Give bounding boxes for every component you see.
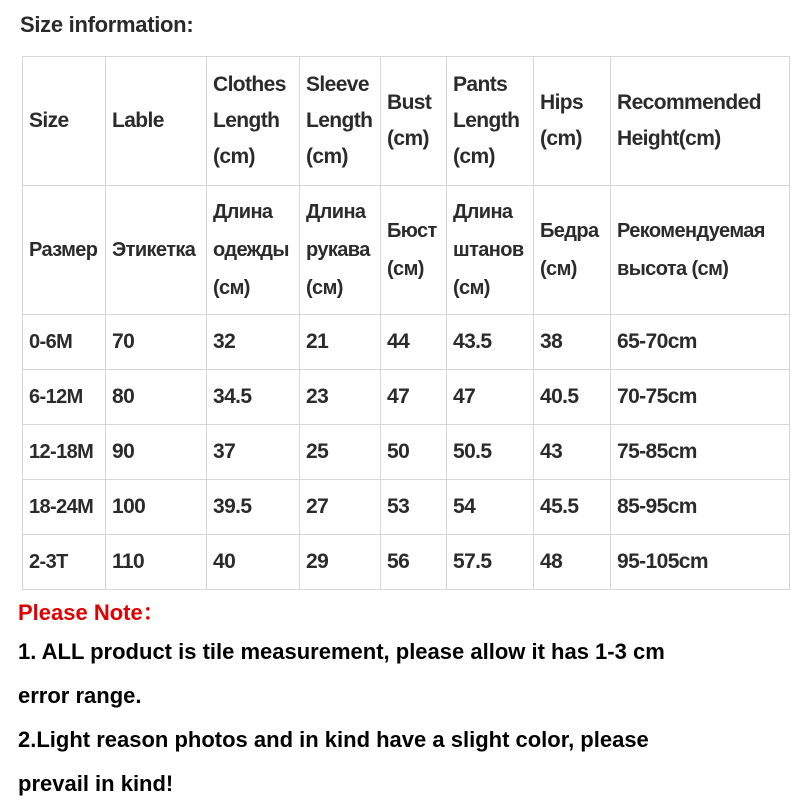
table-cell: 70-75cm (611, 370, 790, 425)
size-table (22, 56, 790, 590)
header-cell: Hips (cm) (534, 57, 611, 186)
header-cell: Размер (23, 186, 106, 315)
table-header-en (23, 57, 790, 186)
table-cell: 85-95cm (611, 480, 790, 535)
header-cell: Рекомендуемая высота (см) (611, 186, 790, 315)
note-line: 1. ALL product is tile measurement, please allow it has 1-3 cm (18, 639, 665, 664)
table-cell: 50 (381, 425, 447, 480)
table-cell: 43 (534, 425, 611, 480)
header-cell: Sleeve Length (cm) (300, 57, 381, 186)
table-cell: 50.5 (447, 425, 534, 480)
note-line: error range. (18, 683, 142, 708)
table-cell: 40.5 (534, 370, 611, 425)
table-cell: 0-6M (23, 315, 106, 370)
table-row (23, 425, 790, 480)
table-cell: 110 (106, 535, 207, 590)
note-line: prevail in kind! (18, 771, 174, 796)
table-cell: 80 (106, 370, 207, 425)
table-cell: 100 (106, 480, 207, 535)
header-cell: Бюст (см) (381, 186, 447, 315)
header-cell: Lable (106, 57, 207, 186)
table-cell: 65-70cm (611, 315, 790, 370)
table-cell: 21 (300, 315, 381, 370)
table-cell: 70 (106, 315, 207, 370)
table-cell: 18-24M (23, 480, 106, 535)
table-cell: 23 (300, 370, 381, 425)
table-cell: 25 (300, 425, 381, 480)
table-row (23, 535, 790, 590)
header-cell: Pants Length (cm) (447, 57, 534, 186)
table-row (23, 370, 790, 425)
table-cell: 75-85cm (611, 425, 790, 480)
table-cell: 37 (207, 425, 300, 480)
header-cell: Длина штанов (см) (447, 186, 534, 315)
header-cell: Бедра (см) (534, 186, 611, 315)
table-cell: 38 (534, 315, 611, 370)
table-cell: 56 (381, 535, 447, 590)
table-cell: 53 (381, 480, 447, 535)
table-cell: 45.5 (534, 480, 611, 535)
table-cell: 40 (207, 535, 300, 590)
notes-section (18, 596, 665, 806)
table-cell: 29 (300, 535, 381, 590)
table-cell: 48 (534, 535, 611, 590)
note-line: 2.Light reason photos and in kind have a slight color, please (18, 727, 649, 752)
table-cell: 43.5 (447, 315, 534, 370)
table-cell: 44 (381, 315, 447, 370)
table-row (23, 480, 790, 535)
header-cell: Bust (cm) (381, 57, 447, 186)
table-cell: 54 (447, 480, 534, 535)
table-cell: 57.5 (447, 535, 534, 590)
header-cell: Recommended Height(cm) (611, 57, 790, 186)
header-cell: Этикетка (106, 186, 207, 315)
table-row (23, 315, 790, 370)
table-cell: 12-18M (23, 425, 106, 480)
table-cell: 47 (447, 370, 534, 425)
header-cell: Size (23, 57, 106, 186)
page-title: Size information: (20, 12, 194, 37)
header-cell: Clothes Length (cm) (207, 57, 300, 186)
note-title: Please Note： (18, 600, 165, 625)
table-cell: 90 (106, 425, 207, 480)
table-cell: 39.5 (207, 480, 300, 535)
table-cell: 47 (381, 370, 447, 425)
table-cell: 2-3T (23, 535, 106, 590)
table-cell: 32 (207, 315, 300, 370)
header-cell: Длина рукава (см) (300, 186, 381, 315)
table-cell: 27 (300, 480, 381, 535)
table-cell: 6-12M (23, 370, 106, 425)
header-cell: Длина одежды (см) (207, 186, 300, 315)
table-cell: 95-105cm (611, 535, 790, 590)
table-header-ru (23, 186, 790, 315)
table-cell: 34.5 (207, 370, 300, 425)
